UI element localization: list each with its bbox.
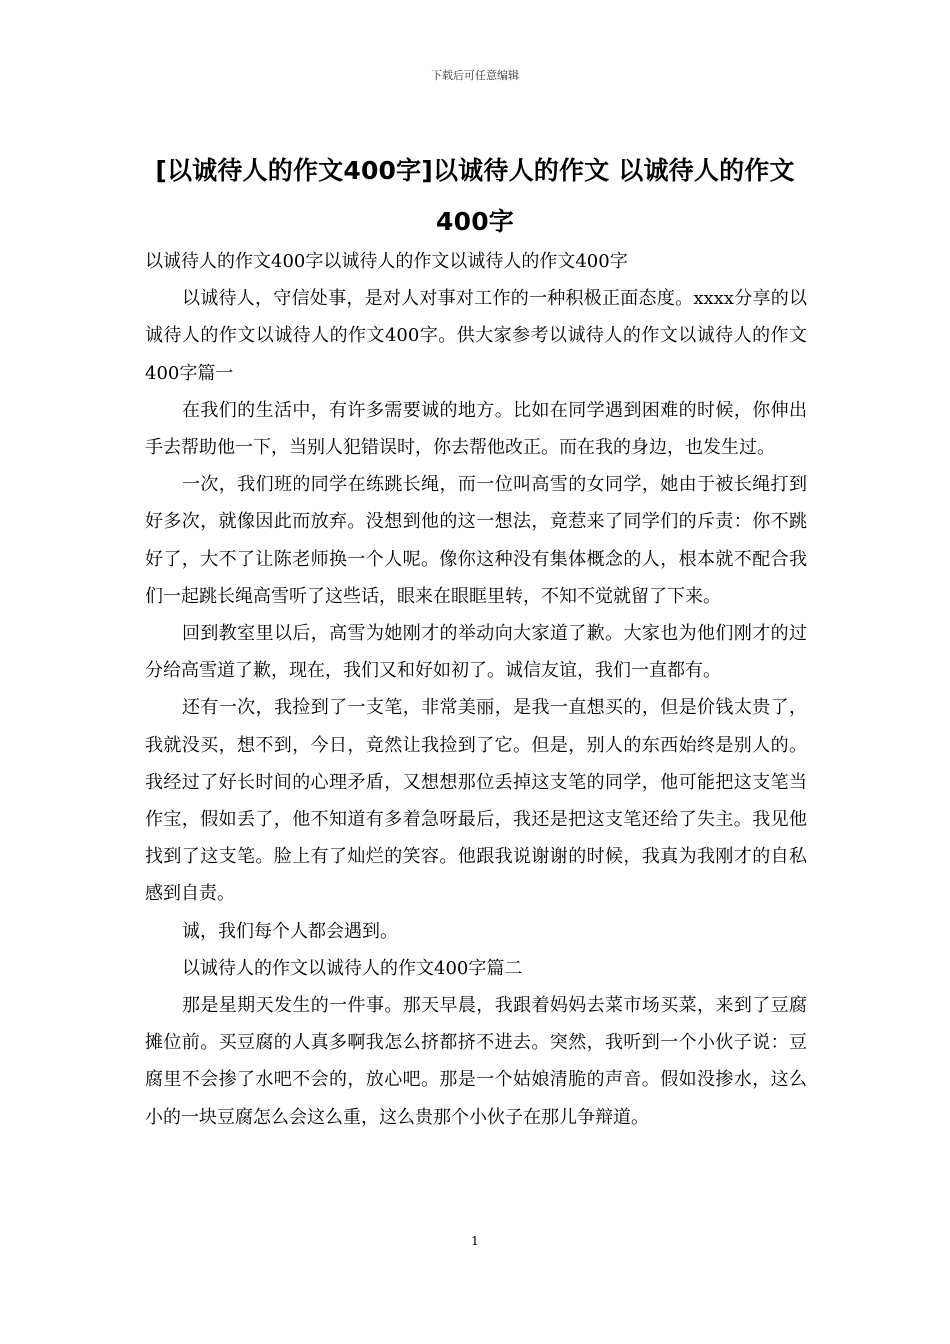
paragraph: 还有一次，我捡到了一支笔，非常美丽，是我一直想买的，但是价钱太贵了，我就没买，想不到，今日，竟然让我捡到了它。但是，别人的东西始终是别人的。我经过了好长时间的心理矛盾，又想想那位丢掉这支笔的同学，他可能把这支笔当作宝，假如丢了，他不知道有多着急呀最后，我还是把这支笔还给了失主。我见他找到了这支笔。脸上有了灿烂的笑容。他跟我说谢谢的时候，我真为我刚才的自私感到自责。 [145,697,807,905]
paragraph-intro: 以诚待人，守信处事，是对人对事对工作的一种积极正面态度。xxxx分享的以诚待人的作文以诚待人的作文400字。供大家参考以诚待人的作文以诚待人的作文400字篇一 [145,288,807,384]
paragraph-subtitle: 以诚待人的作文400字以诚待人的作文以诚待人的作文400字 [145,251,628,272]
document-body [145,243,807,1136]
section-heading: 以诚待人的作文以诚待人的作文400字篇二 [182,957,523,979]
paragraph: 在我们的生活中，有许多需要诚的地方。比如在同学遇到困难的时候，你伸出手去帮助他一下，当别人犯错误时，你去帮他改正。而在我的身边，也发生过。 [145,399,807,459]
header-note: 下载后可任意编辑 [431,69,519,82]
document-title: [以诚待人的作文400字]以诚待人的作文 以诚待人的作文400字 [155,156,795,236]
paragraph: 诚，我们每个人都会遇到。 [182,920,398,942]
page-number: 1 [471,1234,479,1248]
paragraph: 一次，我们班的同学在练跳长绳，而一位叫高雪的女同学，她由于被长绳打到好多次，就像因此而放弃。没想到他的这一想法，竟惹来了同学们的斥责：你不跳好了，大不了让陈老师换一个人呢。像你这种没有集体概念的人，根本就不配合我们一起跳长绳高雪听了这些话，眼来在眼眶里转，不知不觉就留了下来。 [145,474,807,607]
paragraph: 回到教室里以后，高雪为她刚才的举动向大家道了歉。大家也为他们刚才的过分给高雪道了歉，现在，我们又和好如初了。诚信友谊，我们一直都有。 [145,623,807,682]
paragraph: 那是星期天发生的一件事。那天早晨，我跟着妈妈去菜市场买菜，来到了豆腐摊位前。买豆腐的人真多啊我怎么挤都挤不进去。突然，我听到一个小伙子说：豆腐里不会掺了水吧不会的，放心吧。那是一个姑娘清脆的声音。假如没掺水，这么小的一块豆腐怎么会这么重，这么贵那个小伙子在那儿争辩道。 [145,995,807,1128]
